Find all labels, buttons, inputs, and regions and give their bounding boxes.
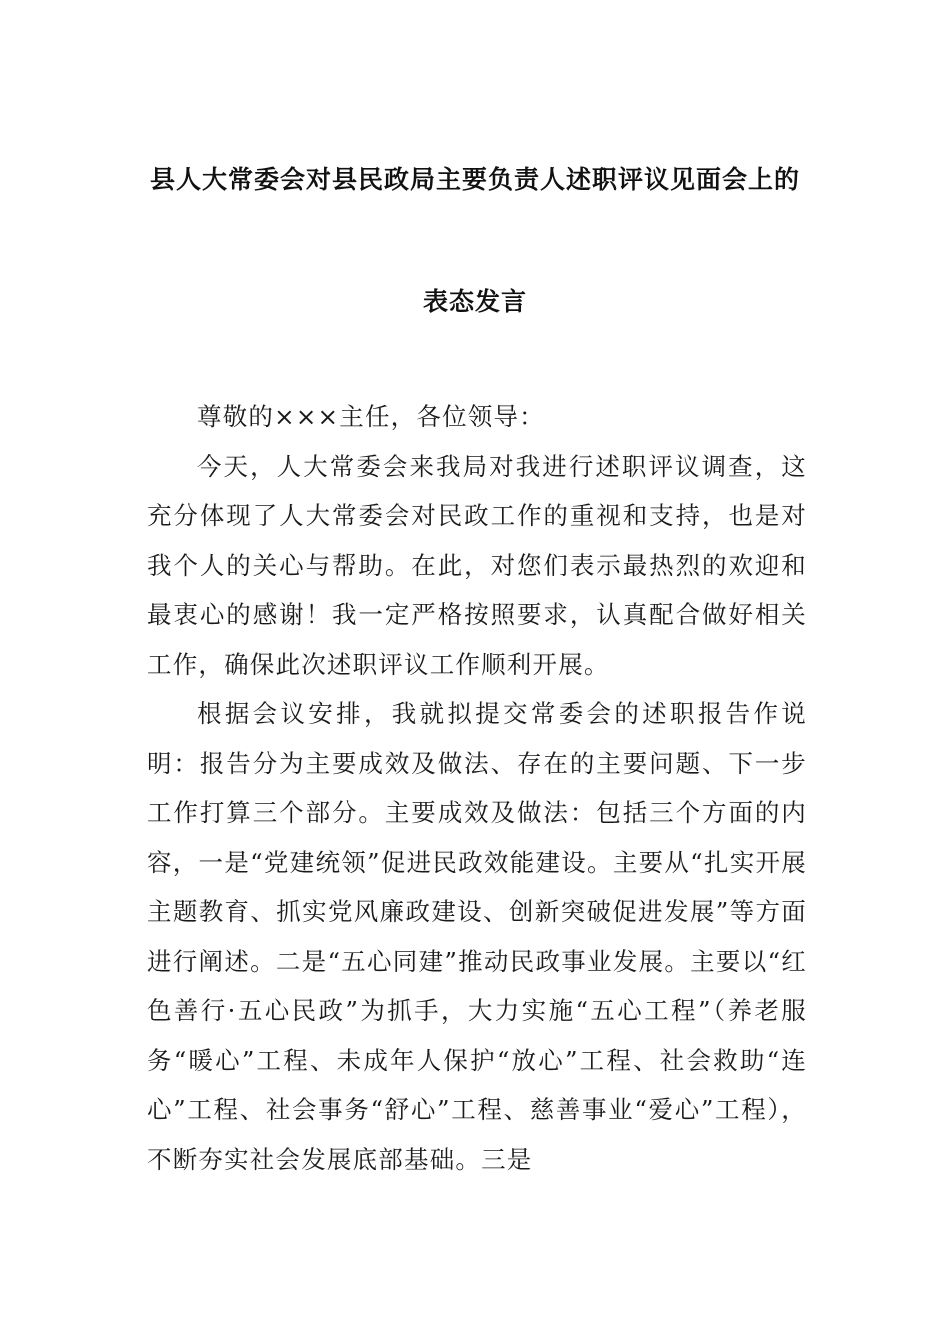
greeting-paragraph: 尊敬的×××主任，各位领导： <box>197 402 545 431</box>
document-body <box>147 392 807 1184</box>
document-title-line-1: 县人大常委会对县民政局主要负责人述职评议见面会上的 <box>149 165 800 194</box>
body-paragraph-1: 今天，人大常委会来我局对我进行述职评议调查，这充分体现了人大常委会对民政工作的重视和支持，也是对我个人的关心与帮助。在此，对您们表示最热烈的欢迎和最衷心的感谢！我一定严格按照要求，认真配合做好相关工作，确保此次述职评议工作顺利开展。 <box>147 451 807 679</box>
document-title-line-2: 表态发言 <box>422 287 527 316</box>
body-paragraph-2: 根据会议安排，我就拟提交常委会的述职报告作说明：报告分为主要成效及做法、存在的主要问题、下一步工作打算三个部分。主要成效及做法：包括三个方面的内容，一是“党建统领”促进民政效能建设。主要从“扎实开展主题教育、抓实党风廉政建设、创新突破促进发展”等方面进行阐述。二是“五心同建”推动民政事业发展。主要以“红色善行·五心民政”为抓手，大力实施“五心工程”（养老服务“暖心”工程、未成年人保护“放心”工程、社会救助“连心”工程、社会事务“舒心”工程、慈善事业“爱心”工程），不断夯实社会发展底部基础。三是 <box>147 699 807 1174</box>
